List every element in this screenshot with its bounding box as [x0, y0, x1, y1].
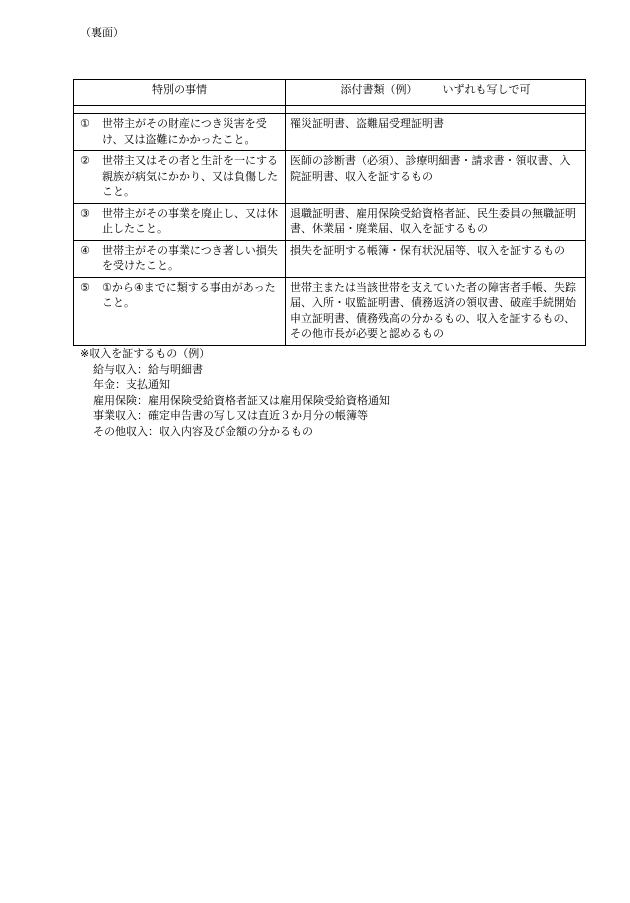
- notes-item: その他収入：収入内容及び金額の分かるもの: [93, 424, 313, 438]
- income-proof-notes: [80, 346, 390, 439]
- reason-cell: [74, 240, 286, 277]
- docs-cell: 医師の診断書（必須）、診療明細書・請求書・領収書、入院証明書、収入を証するもの: [286, 151, 586, 204]
- header-docs-label: 添付書類（例）: [340, 83, 418, 96]
- row-number: ①: [80, 117, 90, 130]
- reason-cell: [74, 277, 286, 345]
- header-reason: 特別の事情: [74, 80, 286, 106]
- row-number: ③: [80, 206, 90, 220]
- docs-cell: 世帯主または当該世帯を支えていた者の障害者手帳、失踪届、入所・収監証明書、債務返済の領収書、破産手続開始申立証明書、債務残高の分かるもの、収入を証するもの、その他市長が必要と認めるもの: [286, 277, 586, 345]
- page-side-label: （裏面）: [80, 26, 124, 39]
- table-header-row: [74, 80, 586, 106]
- table-row: [74, 277, 586, 345]
- docs-cell: 退職証明書、雇用保険受給資格者証、民生委員の無職証明書、休業届・廃業届、収入を証するもの: [286, 203, 586, 240]
- reason-text: ①から④までに類する事由があったこと。: [102, 280, 276, 309]
- docs-cell: 損失を証明する帳簿・保有状況届等、収入を証するもの: [286, 240, 586, 277]
- notes-item: 年金：支払通知: [93, 378, 170, 391]
- notes-item: 雇用保険：雇用保険受給資格者証又は雇用保険受給資格通知: [93, 393, 390, 407]
- reason-text: 世帯主がその財産につき災害を受け、又は盗難にかかったこと。: [102, 117, 267, 146]
- reason-cell: [74, 151, 286, 204]
- table-row: [74, 151, 586, 204]
- reason-cell: [74, 114, 286, 151]
- header-docs: [286, 80, 586, 106]
- header-docs-note: いずれも写しで可: [442, 83, 531, 96]
- docs-cell: 罹災証明書、盗難届受理証明書: [286, 114, 586, 151]
- row-number: ②: [80, 154, 90, 167]
- notes-heading: ※収入を証するもの（例）: [80, 347, 211, 360]
- reason-text: 世帯主がその事業を廃止し、又は休止したこと。: [102, 206, 278, 235]
- table-spacer-row: [74, 106, 586, 114]
- reason-cell: [74, 203, 286, 240]
- reason-text: 世帯主がその事業につき著しい損失を受けたこと。: [102, 243, 278, 272]
- row-number: ④: [80, 243, 90, 257]
- table-row: [74, 114, 586, 151]
- notes-item: 事業収入：確定申告書の写し又は直近３か月分の帳簿等: [93, 409, 368, 422]
- reason-text: 世帯主又はその者と生計を一にする親族が病気にかかり、又は負傷したこと。: [102, 154, 278, 198]
- table-row: [74, 203, 586, 240]
- special-circumstances-table: [73, 79, 586, 346]
- table-row: [74, 240, 586, 277]
- row-number: ⑤: [80, 280, 90, 294]
- notes-item: 給与収入：給与明細書: [93, 362, 203, 376]
